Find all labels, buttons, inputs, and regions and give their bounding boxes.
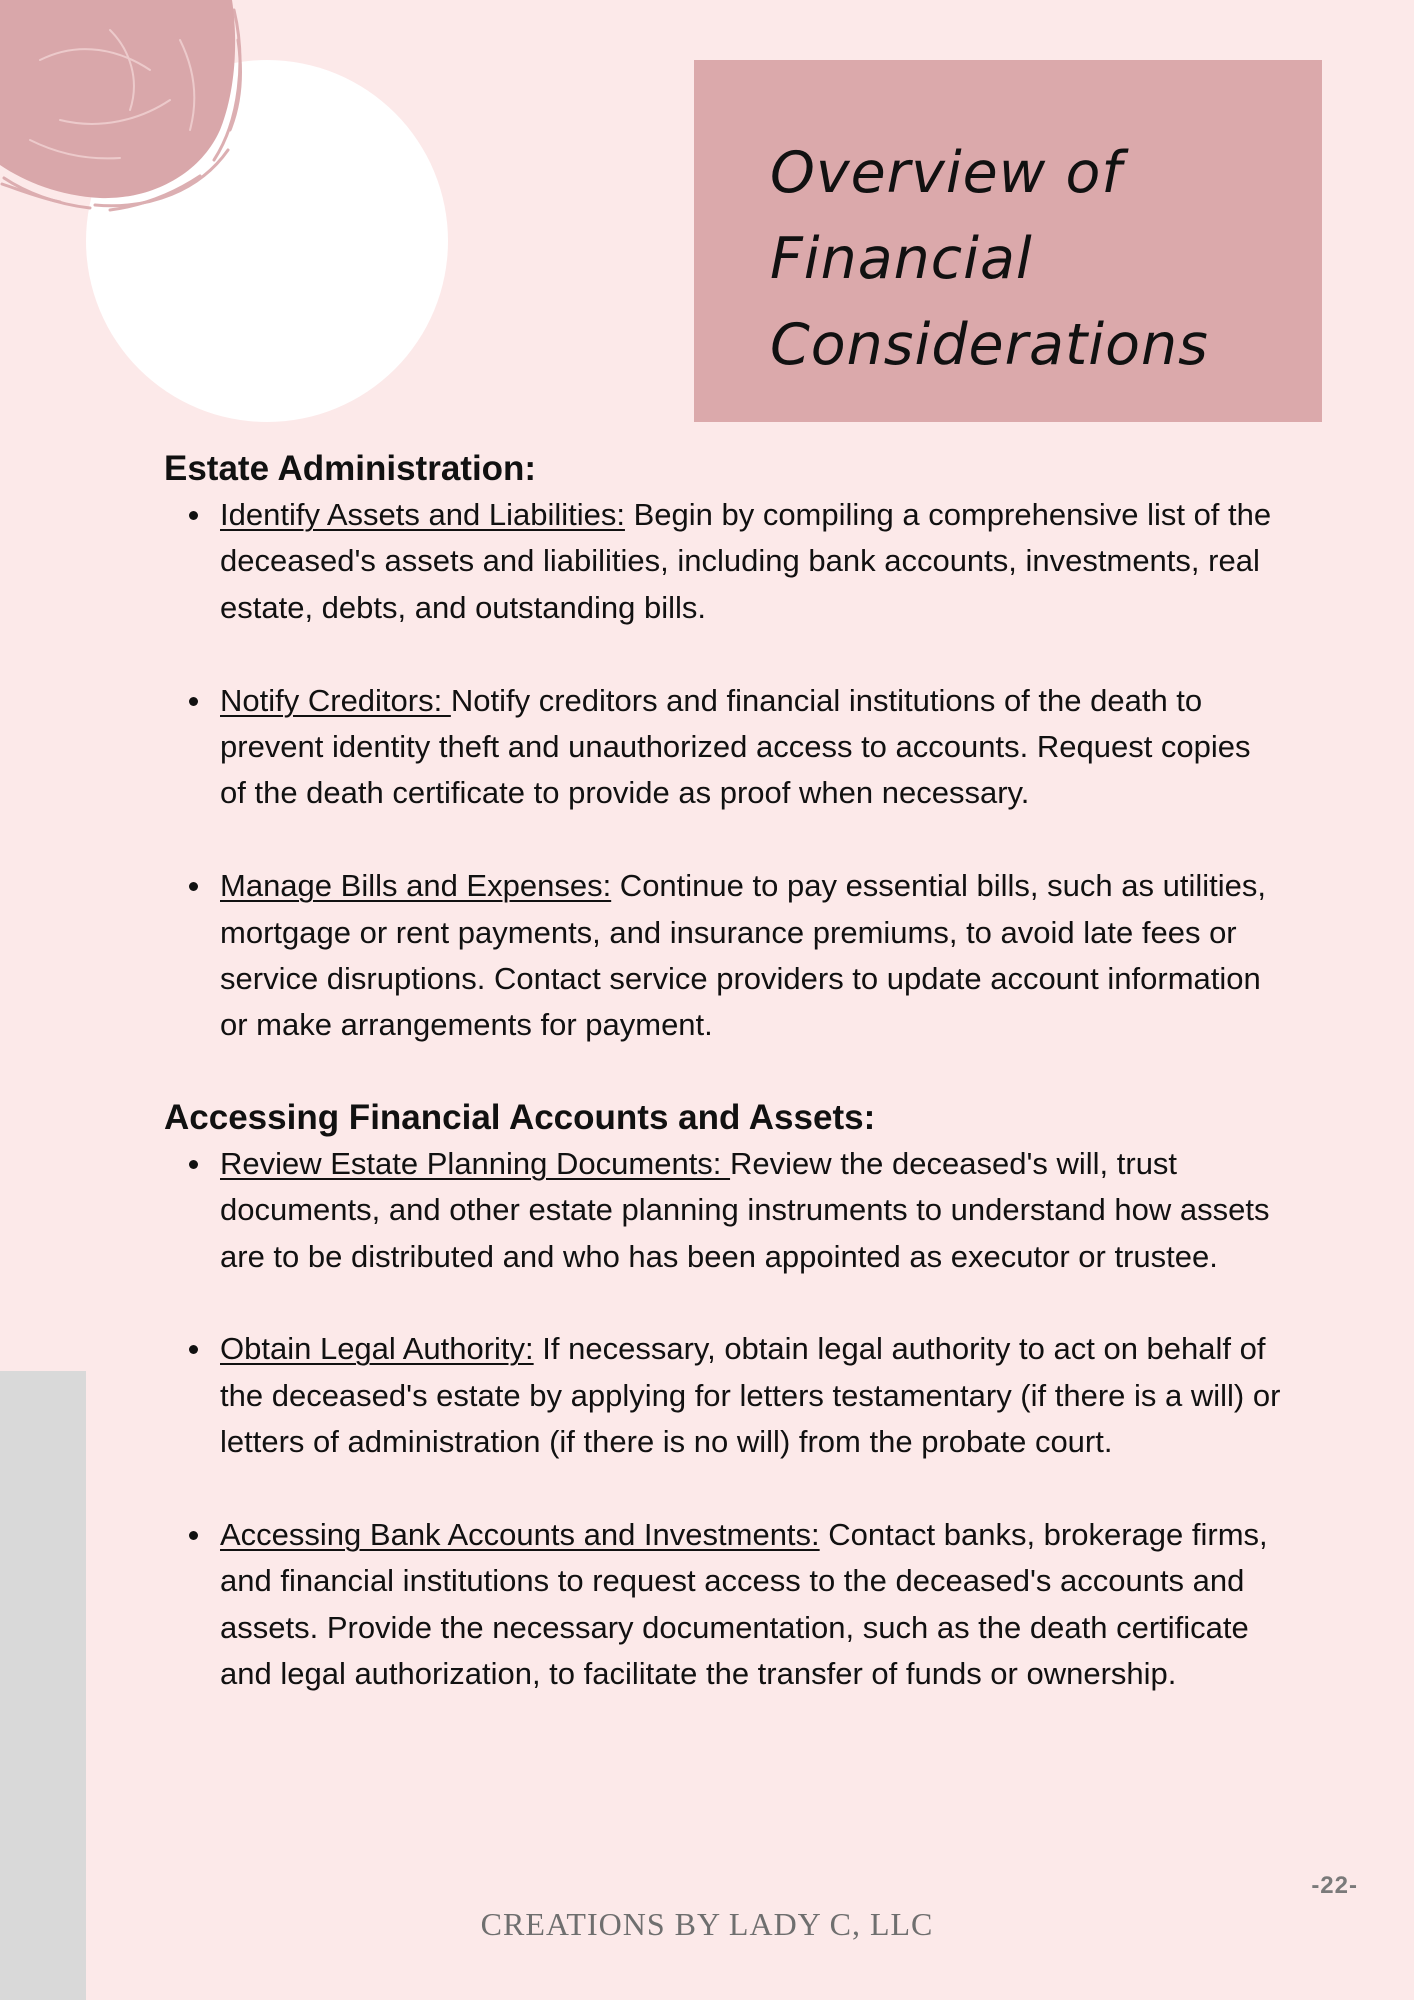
item-text: Contact banks, brokerage firms, and financial institutions to request access to the deceased's accounts and assets. Provide the necessary documentation, such as the death certificate and legal authorization, to facilitate the transfer of funds or ownership.: [220, 1517, 1268, 1692]
item-text: Begin by compiling a comprehensive list of the deceased's assets and liabilities, including bank accounts, investments, real estate, debts, and outstanding bills.: [220, 497, 1272, 625]
item-label: Review Estate Planning Documents:: [220, 1145, 731, 1181]
bullet-icon: [189, 1345, 198, 1354]
list-item: [164, 1141, 1284, 1280]
page-number: -22-: [1311, 1872, 1358, 1899]
list-item: [164, 1512, 1284, 1698]
page-title-line-2: Financial: [770, 226, 1033, 292]
main-content: [164, 446, 1284, 1698]
item-text: Continue to pay essential bills, such as utilities, mortgage or rent payments, and insurance premiums, to avoid late fees or service disruptions. Contact service providers to update account information or make arrangements for payment.: [220, 868, 1266, 1043]
footer-brand: CREATIONS BY LADY C, LLC: [480, 1906, 934, 1942]
item-label: Identify Assets and Liabilities:: [220, 497, 625, 532]
bullet-icon: [189, 697, 198, 706]
item-label: Obtain Legal Authority:: [220, 1331, 534, 1367]
estate-administration-list: [164, 492, 1284, 1049]
section-heading-accessing-financial-accounts: Accessing Financial Accounts and Assets:: [164, 1097, 876, 1137]
brush-stroke-circle-decoration: [0, 0, 260, 230]
list-item: [164, 492, 1284, 631]
accessing-accounts-list: [164, 1141, 1284, 1698]
title-box: [694, 60, 1322, 422]
bullet-icon: [189, 882, 198, 891]
list-item: [164, 863, 1284, 1049]
item-label: Manage Bills and Expenses:: [220, 868, 612, 904]
bullet-icon: [189, 511, 198, 520]
section-spacer: [164, 1049, 1284, 1095]
list-item: [164, 1326, 1284, 1465]
item-label: Accessing Bank Accounts and Investments:: [220, 1517, 820, 1553]
bullet-icon: [189, 1160, 198, 1169]
list-item: [164, 678, 1284, 817]
item-label: Notify Creditors:: [220, 682, 451, 718]
item-text: Notify creditors and financial institutions of the death to prevent identity theft and unauthorized access to accounts. Request copies of the death certificate to provide as proof when necessary.: [220, 682, 1251, 811]
page-title-line-1: Overview of: [770, 140, 1123, 206]
item-text: Review the deceased's will, trust documents, and other estate planning instruments to understand how assets are to be distributed and who has been appointed as executor or trustee.: [220, 1145, 1270, 1274]
item-text: If necessary, obtain legal authority to act on behalf of the deceased's estate by applying for letters testamentary (if there is a will) or letters of administration (if there is no will) from the probate court.: [220, 1331, 1281, 1460]
bullet-icon: [189, 1531, 198, 1540]
page-title-line-3: Considerations: [770, 312, 1209, 378]
section-heading-estate-administration: Estate Administration:: [164, 449, 537, 488]
